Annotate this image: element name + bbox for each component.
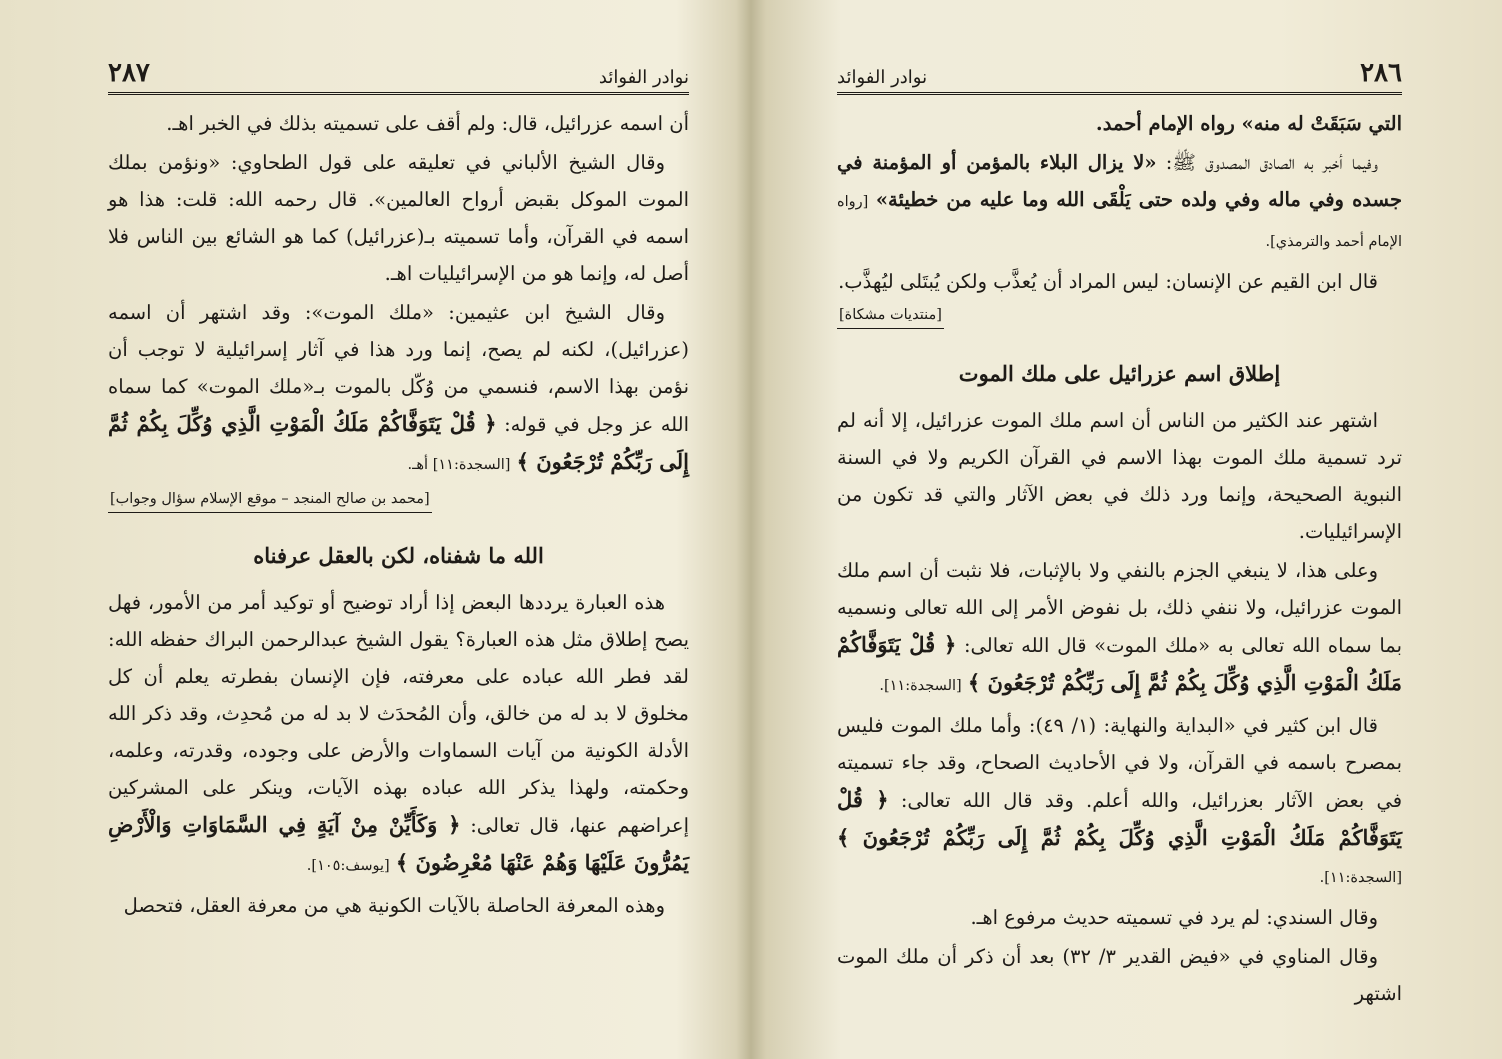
paragraph-text: وعلى هذا، لا ينبغي الجزم بالنفي ولا بالإثبات، فلا نثبت أن اسم ملك الموت عزرائيل، ولا ننفي ذلك، بل نفوض الأمر إلى الله تعالى ونسميه بما سماه الله تعالى به «ملك الموت» قال الله تعالى: <box>837 559 1402 657</box>
hadith-reference: [رواه الإمام أحمد والترمذي]. <box>837 194 1402 250</box>
quran-verse: ﴿ وَكَأَيِّنْ مِنْ آيَةٍ فِي السَّمَاوَاتِ وَالْأَرْضِ يَمُرُّونَ عَلَيْهَا وَهُمْ عَنْهَا مُعْرِضُونَ ﴾ <box>108 812 689 875</box>
quran-verse: ﴿ قُلْ يَتَوَفَّاكُمْ مَلَكُ الْمَوْتِ الَّذِي وُكِّلَ بِكُمْ ثُمَّ إِلَى رَبِّكُمْ تُرْجَعُونَ ﴾ <box>837 787 1402 850</box>
quran-verse: ﴿ قُلْ يَتَوَفَّاكُمْ مَلَكُ الْمَوْتِ الَّذِي وُكِّلَ بِكُمْ ثُمَّ إِلَى رَبِّكُمْ تُرْجَعُونَ ﴾ <box>837 632 1402 695</box>
page-number: ٢٨٦ <box>1360 58 1402 88</box>
paragraph <box>108 584 689 885</box>
paragraph-text: هذه العبارة يرددها البعض إذا أراد توضيح أو توكيد أمر من الأمور، فهل يصح إطلاق مثل هذه العبارة؟ يقول الشيخ عبدالرحمن البراك حفظه الله: لقد فطر الله عباده على معرفته، فإن الإنسان بفطرته يعلم أن كل مخلوق لا بد له من خالق، وأن المُحدَث لا بد له من مُحدِث، وقد ذكر الله الأدلة الكونية من آيات السماوات والأرض على وجوده، وقدرته، وعلمه، وحكمته، ولهذا يذكر الله عباده بهذه الآيات، وينكر على المشركين إعراضهم عنها، قال تعالى: <box>108 591 689 837</box>
paragraph: وقال المناوي في «فيض القدير ٣/ ٣٢) بعد أن ذكر أن ملك الموت اشتهر <box>837 945 1402 1005</box>
paragraph: وهذه المعرفة الحاصلة بالآيات الكونية هي من معرفة العقل، فتحصل <box>123 894 665 917</box>
quran-verse: ﴿ قُلْ يَتَوَفَّاكُمْ مَلَكُ الْمَوْتِ الَّذِي وُكِّلَ بِكُمْ ثُمَّ إِلَى رَبِّكُمْ تُرْجَعُونَ ﴾ <box>108 411 689 474</box>
page-number: ٢٨٧ <box>108 58 150 88</box>
paragraph-text: وفيما أخبر به الصادق المصدوق ﷺ: <box>1165 151 1378 174</box>
running-title: نوادر الفوائد <box>598 67 689 88</box>
paragraph <box>108 294 689 484</box>
left-page-header <box>108 58 689 95</box>
source-text: [محمد بن صالح المنجد – موقع الإسلام سؤال وجواب] <box>108 486 432 513</box>
paragraph-text: وقال الشيخ ابن عثيمين: «ملك الموت»: وقد اشتهر أن اسمه (عزرائيل)، لكنه لم يصح، إنما ورد هذا في آثار إسرائيلية لا توجب أن نؤمن بهذا الاسم، فنسمي من وُكّل بالموت بـ«ملك الموت» كما سماه الله عز وجل في قوله: <box>108 301 689 436</box>
right-page-header <box>837 58 1402 95</box>
verse-reference: [يوسف:١٠٥]. <box>306 858 390 874</box>
source-citation <box>837 302 1402 329</box>
paragraph-text: قال ابن كثير في «البداية والنهاية: (١/ ٤٩): وأما ملك الموت فليس بمصرح باسمه في القرآن، ولا في الأحاديث الصحاح، وقد جاء تسميته في بعض الآثار بعزرائيل، والله أعلم. وقد قال الله تعالى: <box>837 714 1403 812</box>
paragraph <box>837 144 1402 261</box>
hadith-text: «لا يزال البلاء بالمؤمن أو المؤمنة في جسده وفي ماله وفي ولده حتى يَلْقَى الله وما عليه من خطيئة» <box>837 151 1402 211</box>
paragraph: وقال السندي: لم يرد في تسميته حديث مرفوع اهـ. <box>970 906 1378 929</box>
paragraph <box>837 552 1402 705</box>
verse-reference: [السجدة:١١]. <box>879 678 962 694</box>
paragraph: اشتهر عند الكثير من الناس أن اسم ملك الموت عزرائيل، إلا أنه لم ترد تسمية ملك الموت بهذا الاسم في القرآن الكريم ولا في السنة النبوية الصحيحة، وإنما ورد ذلك في بعض الآثار والتي قد تكون من الإسرائيليات. <box>837 409 1402 543</box>
verse-reference: [السجدة:١١]. <box>1319 870 1402 886</box>
paragraph: وقال الشيخ الألباني في تعليقه على قول الطحاوي: «ونؤمن بملك الموت الموكل بقبض أرواح العالمين». قال رحمه الله: قلت: هذا هو اسمه في القرآن، وأما تسميته بـ(عزرائيل) كما هو الشائع بين الناس فلا أصل له، وإنما هو من الإسرائيليات اهـ. <box>108 151 689 285</box>
right-page <box>751 0 1502 1059</box>
running-title: نوادر الفوائد <box>837 67 928 88</box>
paragraph <box>837 707 1402 897</box>
paragraph: التي سَبَقَتْ له منه» رواه الإمام أحمد. <box>1095 112 1402 135</box>
verse-reference: [السجدة:١١] أهـ. <box>407 457 511 473</box>
paragraph: قال ابن القيم عن الإنسان: ليس المراد أن يُعذَّب ولكن يُبتَلى ليُهذَّب. <box>838 270 1378 293</box>
source-citation <box>108 486 689 513</box>
section-heading: الله ما شفناه، لكن بالعقل عرفناه <box>253 543 544 568</box>
paragraph: أن اسمه عزرائيل، قال: ولم أقف على تسميته بذلك في الخبر اهـ. <box>166 112 689 135</box>
source-text: [منتديات مشكاة] <box>837 302 944 329</box>
section-heading: إطلاق اسم عزرائيل على ملك الموت <box>958 361 1281 386</box>
